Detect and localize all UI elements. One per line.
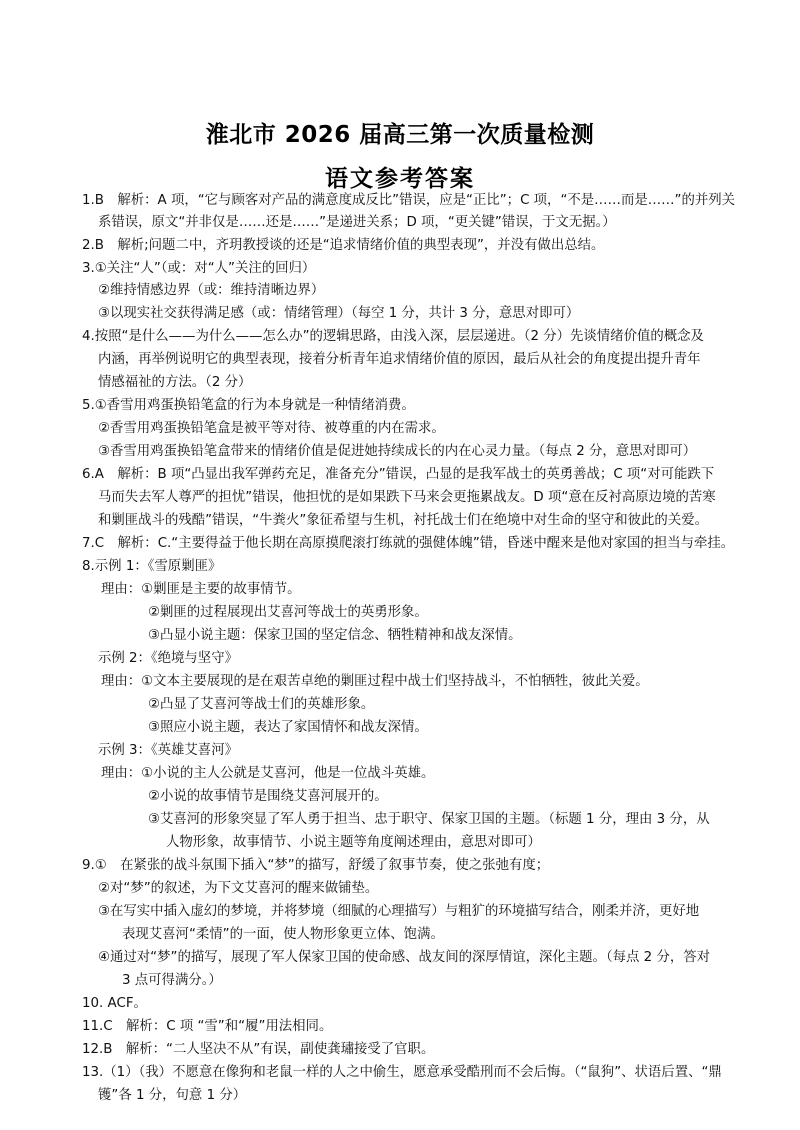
answer-8-example-1-title: 8.示例 1：《雪原剿匪》: [82, 559, 222, 574]
answer-6-line-2: 马而失去军人尊严的担忧”错误，他担忧的是如果跌下马来会更拖累战友。D 项“意在反衬高原边境的苦寒: [98, 490, 716, 505]
answer-11: 11.C 解析：C 项 “雪”和“履”用法相同。: [82, 1019, 333, 1034]
answer-3-line-3: ③以现实社交获得满足感（或：情绪管理）（每空 1 分，共计 3 分，意思对即可）: [98, 306, 580, 321]
answer-8-scoring-note: 人物形象，故事情节、小说主题等角度阐述理由，意思对即可）: [166, 835, 541, 850]
answer-8-example-1-reason-1: 理由：①剿匪是主要的故事情节。: [101, 582, 301, 597]
answer-2: 2.B 解析;问题二中，齐玥教授谈的还是“追求情绪价值的典型表现”，并没有做出总结。: [82, 238, 605, 253]
answer-4-line-3: 情感福祉的方法。（2 分）: [98, 375, 252, 390]
answer-9-point-1: 9.① 在紧张的战斗氛围下插入“梦”的描写，舒缓了叙事节奏，使之张弛有度；: [82, 858, 550, 873]
answer-8-example-2-reason-1: 理由：①文本主要展现的是在艰苦卓绝的剿匪过程中战士们坚持战斗，不怕牺牲，彼此关爱。: [101, 674, 649, 689]
answer-8-example-2-reason-3: ③照应小说主题，表达了家国情怀和战友深情。: [148, 720, 428, 735]
answer-9-point-4-line-1: ④通过对“梦”的描写，展现了军人保家卫国的使命感、战友间的深厚情谊，深化主题。（每点 2 分，答对: [98, 950, 711, 965]
answer-13-line-1: 13.（1）（我）不愿意在像狗和老鼠一样的人之中偷生，愿意承受酷刑而不会后悔。（“鼠狗”、状语后置、“鼎: [82, 1065, 722, 1080]
answer-9-point-3-line-2: 表现艾喜河“柔情”的一面，使人物形象更立体、饱满。: [122, 927, 444, 942]
answer-8-example-3-title: 示例 3：《英雄艾喜河》: [98, 743, 238, 758]
answer-5-line-1: 5.①香雪用鸡蛋换铅笔盒的行为本身就是一种情绪消费。: [82, 398, 415, 413]
answer-13-line-2: 镬”各 1 分，句意 1 分）: [98, 1088, 247, 1103]
answer-1-line-2: 系错误，原文“并非仅是……还是……”是递进关系；D 项，“更关键”错误，于文无据。）: [98, 215, 616, 230]
answer-3-line-2: ②维持情感边界（或：维持清晰边界）: [98, 283, 325, 298]
answer-4-line-1: 4.按照“是什么——为什么——怎么办”的逻辑思路，由浅入深，层层递进。（2 分）先谈情绪价值的概念及: [82, 329, 704, 344]
answer-3-line-1: 3.①关注“人”（或：对“人”关注的回归）: [82, 261, 316, 276]
page-title: 淮北市 2026 届高三第一次质量检测: [205, 122, 595, 148]
answer-8-example-3-reason-1: 理由：①小说的主人公就是艾喜河，他是一位战斗英雄。: [101, 766, 435, 781]
answer-8-example-3-reason-3: ③艾喜河的形象突显了军人勇于担当、忠于职守、保家卫国的主题。（标题 1 分，理由 3 分，从: [148, 812, 710, 827]
answer-8-example-2-reason-2: ②凸显了艾喜河等战士们的英雄形象。: [148, 697, 375, 712]
answer-1-line-1: 1.B 解析：A 项，“它与顾客对产品的满意度成反比”错误，应是“正比”；C 项，“不是……而是……”的并列关: [82, 193, 736, 208]
answer-9-point-3-line-1: ③在写实中插入虚幻的梦境，并将梦境（细腻的心理描写）与粗犷的环境描写结合，刚柔并济，更好地: [98, 904, 700, 919]
answer-6-line-1: 6.A 解析：B 项“凸显出我军弹药充足，准备充分”错误，凸显的是我军战士的英勇善战；C 项“对可能跌下: [82, 467, 715, 482]
page-subtitle: 语文参考答案: [325, 166, 475, 192]
answer-8-example-1-reason-3: ③凸显小说主题：保家卫国的坚定信念、牺牲精神和战友深情。: [148, 628, 522, 643]
answer-8-example-2-title: 示例 2：《绝境与坚守》: [98, 651, 238, 666]
answer-5-line-3: ③香雪用鸡蛋换铅笔盒带来的情绪价值是促进她持续成长的内在心灵力量。（每点 2 分，意思对即可）: [98, 444, 697, 459]
answer-9-point-4-line-2: 3 点可得满分。）: [122, 973, 222, 988]
answer-10: 10. ACF。: [82, 996, 147, 1011]
answer-7: 7.C 解析：C.“主要得益于他长期在高原摸爬滚打练就的强健体魄”错，昏迷中醒来是他对家国的担当与牵挂。: [82, 536, 735, 551]
answer-4-line-2: 内涵，再举例说明它的典型表现，接着分析青年追求情绪价值的原因，最后从社会的角度提出提升青年: [98, 352, 701, 367]
answer-8-example-1-reason-2: ②剿匪的过程展现出艾喜河等战士的英勇形象。: [148, 605, 428, 620]
answer-9-point-2: ②对“梦”的叙述，为下文艾喜河的醒来做铺垫。: [98, 881, 379, 896]
answer-8-example-3-reason-2: ②小说的故事情节是围绕艾喜河展开的。: [148, 789, 388, 804]
answer-6-line-3: 和剿匪战斗的残酷”错误，“牛粪火”象征希望与生机，衬托战士们在绝境中对生命的坚守和彼此的关爱。: [98, 513, 708, 528]
answer-5-line-2: ②香雪用鸡蛋换铅笔盒是被平等对待、被尊重的内在需求。: [98, 421, 445, 436]
answer-12: 12.B 解析：“二人坚决不从”有误，副使龚璛接受了官职。: [82, 1042, 435, 1057]
